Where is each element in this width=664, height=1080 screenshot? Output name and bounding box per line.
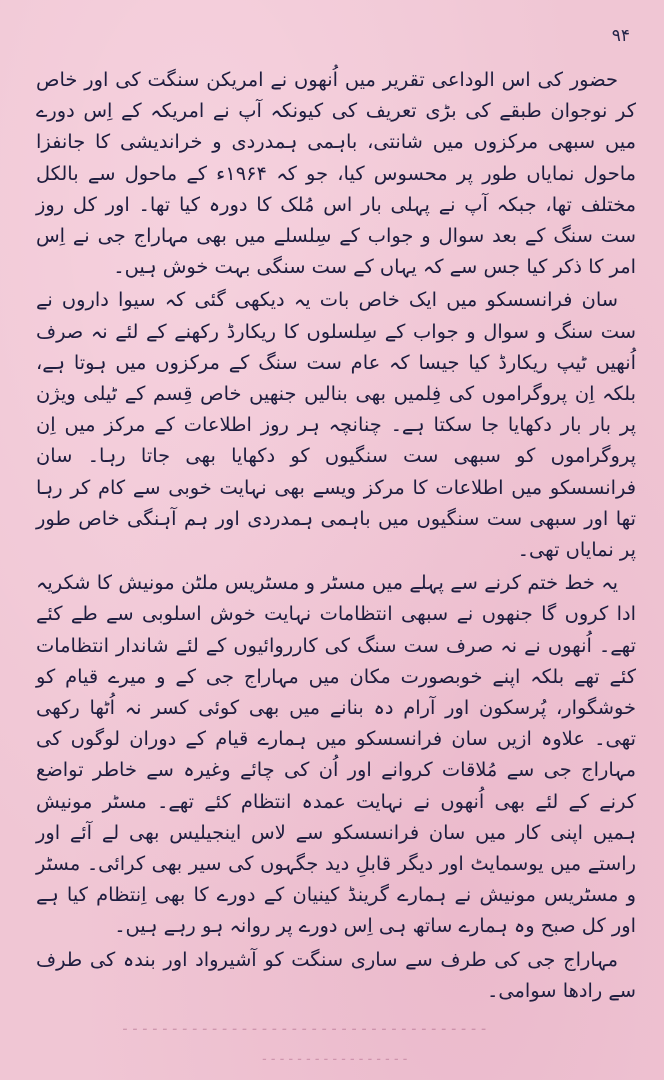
letter-body xyxy=(36,64,636,1006)
paragraph-acknowledgements: یہ خط ختم کرنے سے پہلے میں مسٹر و مسٹریس ملٹن مونیش کا شکریہ ادا کروں گا جنھوں نے سبھی انتظامات نہایت خوش اسلوبی سے طے کئے تھے۔ اُنھوں نے نہ صرف ست سنگ کی کارروائیوں کے لئے شاندار انتظامات کئے تھے بلکہ اپنے خوبصورت مکان میں مہاراج جی کے و میرے قیام کو خوشگوار، پُرسکون اور آرام دہ بنانے میں بھی کوئی کسر نہ اُٹھا رکھی تھی۔ علاوہ ازیں سان فرانسسکو میں ہمارے قیام کے دوران لوگوں کی مہاراج جی سے مُلاقات کروانے اور اُن کی چائے وغیرہ سے خاطر تواضع کرنے کے لئے بھی اُنھوں نے نہایت عمدہ انتظام کئے تھے۔ مسٹر مونیش ہمیں اپنی کار میں سان فرانسسکو سے لاس اینجیلیس بھی لے آئے اور راستے میں یوسمایٹ اور دیگر قابلِ دید جگہوں کی سیر بھی کرائی۔ مسٹر و مسٹریس مونیش نے ہمارے گرینڈ کینیان کے دورے کا بھی اِنتظام کیا ہے اور کل صبح وہ ہمارے ساتھ ہی اِس دورے پر روانہ ہو رہے ہیں۔ xyxy=(36,571,636,938)
paragraph-farewell-speech: حضور کی اس الوداعی تقریر میں اُنھوں نے امریکن سنگت کی اور خاص کر نوجوان طبقے کی بڑی تعریف کی کیونکہ آپ نے امریکہ کے اِس دورے میں سبھی مرکزوں میں شانتی، باہمی ہمدردی و خراندیشی کا جانفزا ماحول نمایاں طور پر محسوس کیا، جو کہ ۱۹۶۴ء کے ماحول سے بالکل مختلف تھا، جبکہ آپ نے پہلی بار اس مُلک کا دورہ کیا تھا۔ اور کل روز ست سنگ کے بعد سوال و جواب کے سِلسلے میں بھی مہاراج جی نے اِس امر کا ذکر کیا جس سے کہ یہاں کے ست سنگی بہت خوش ہیں۔ xyxy=(36,68,637,279)
bleed-through-text-1: ۔۔۔۔۔۔۔۔۔۔۔۔۔۔۔۔۔۔۔۔۔۔۔۔۔۔۔۔۔۔۔۔۔۔۔۔۔ xyxy=(120,1015,489,1035)
page-number: ۹۴ xyxy=(611,26,630,46)
bleed-through-text-2: ۔۔۔۔۔۔۔۔۔۔۔۔۔۔۔۔۔ xyxy=(260,1046,410,1064)
paragraph-san-francisco-recordings: سان فرانسسکو میں ایک خاص بات یہ دیکھی گئی کہ سیوا داروں نے ست سنگ و سوال و جواب کے سِلسلوں کا ریکارڈ رکھنے کے لئے نہ صرف اُنھیں ٹیپ ریکارڈ کیا جیسا کہ عام ست سنگ کے مرکزوں میں ہوتا ہے، بلکہ اِن پروگراموں کی فِلمیں بھی بنالیں جنھیں خاص قِسم کے ٹیلی ویژن پر بار بار دکھایا جا سکتا ہے۔ چنانچہ ہر روز اطلاعات کے مرکز میں اِن پروگراموں کو سبھی ست سنگیوں کو دکھایا بھی جاتا رہا۔ سان فرانسسکو میں اطلاعات کا مرکز ویسے بھی نہایت خوبی سے کام کر رہا تھا اور سبھی ست سنگیوں میں باہمی ہمدردی اور ہم آہنگی خاص طور پر نمایاں تھی۔ xyxy=(36,288,636,562)
paragraph-closing: مہاراج جی کی طرف سے ساری سنگت کو آشیرواد اور بندہ کی طرف سے رادھا سوامی۔ xyxy=(36,947,636,1002)
